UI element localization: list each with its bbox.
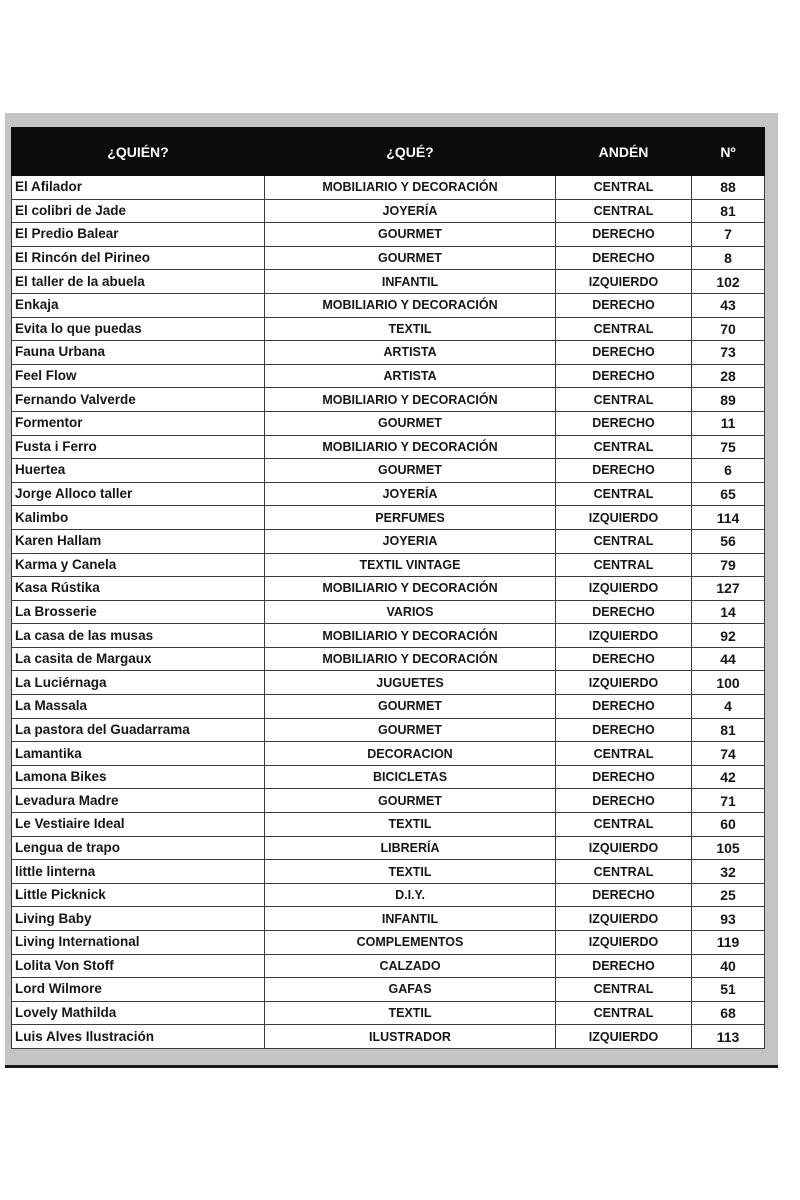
cell-number: 8 xyxy=(692,246,765,270)
table-row xyxy=(12,742,765,766)
cell-number: 114 xyxy=(692,506,765,530)
header-who: ¿QUIÉN? xyxy=(12,128,265,176)
cell-who: El Afilador xyxy=(12,176,265,200)
table-row xyxy=(12,695,765,719)
table-row xyxy=(12,459,765,483)
table-row xyxy=(12,223,765,247)
cell-who: Levadura Madre xyxy=(12,789,265,813)
table-row xyxy=(12,435,765,459)
cell-what: INFANTIL xyxy=(265,907,556,931)
cell-platform: IZQUIERDO xyxy=(556,1025,692,1049)
table-row xyxy=(12,978,765,1002)
cell-who: El Predio Balear xyxy=(12,223,265,247)
cell-what: JUGUETES xyxy=(265,671,556,695)
cell-who: La Luciérnaga xyxy=(12,671,265,695)
cell-platform: DERECHO xyxy=(556,883,692,907)
table-frame xyxy=(5,113,778,1068)
cell-number: 43 xyxy=(692,293,765,317)
cell-what: DECORACION xyxy=(265,742,556,766)
cell-number: 68 xyxy=(692,1001,765,1025)
cell-platform: CENTRAL xyxy=(556,176,692,200)
cell-platform: IZQUIERDO xyxy=(556,577,692,601)
table-row xyxy=(12,813,765,837)
cell-platform: CENTRAL xyxy=(556,742,692,766)
cell-what: GOURMET xyxy=(265,411,556,435)
cell-number: 14 xyxy=(692,600,765,624)
table-row xyxy=(12,411,765,435)
header-what: ¿QUÉ? xyxy=(265,128,556,176)
cell-number: 73 xyxy=(692,341,765,365)
table-row xyxy=(12,600,765,624)
cell-number: 79 xyxy=(692,553,765,577)
cell-who: Evita lo que puedas xyxy=(12,317,265,341)
header-platform: ANDÉN xyxy=(556,128,692,176)
cell-platform: CENTRAL xyxy=(556,435,692,459)
cell-what: GOURMET xyxy=(265,223,556,247)
table-row xyxy=(12,860,765,884)
cell-what: MOBILIARIO Y DECORACIÓN xyxy=(265,388,556,412)
cell-what: COMPLEMENTOS xyxy=(265,931,556,955)
cell-what: JOYERÍA xyxy=(265,482,556,506)
table-row xyxy=(12,954,765,978)
cell-number: 92 xyxy=(692,624,765,648)
cell-number: 6 xyxy=(692,459,765,483)
table-row xyxy=(12,482,765,506)
cell-platform: DERECHO xyxy=(556,459,692,483)
cell-number: 75 xyxy=(692,435,765,459)
cell-who: La casita de Margaux xyxy=(12,647,265,671)
cell-who: Karen Hallam xyxy=(12,529,265,553)
cell-who: Lamantika xyxy=(12,742,265,766)
cell-number: 88 xyxy=(692,176,765,200)
cell-who: Karma y Canela xyxy=(12,553,265,577)
table-row xyxy=(12,647,765,671)
table-row xyxy=(12,836,765,860)
vendor-table xyxy=(11,127,765,1049)
cell-platform: IZQUIERDO xyxy=(556,270,692,294)
table-row xyxy=(12,577,765,601)
cell-what: TEXTIL xyxy=(265,317,556,341)
cell-who: Feel Flow xyxy=(12,364,265,388)
table-row xyxy=(12,388,765,412)
cell-who: Kasa Rústika xyxy=(12,577,265,601)
cell-platform: DERECHO xyxy=(556,718,692,742)
cell-platform: CENTRAL xyxy=(556,529,692,553)
cell-platform: DERECHO xyxy=(556,789,692,813)
cell-number: 32 xyxy=(692,860,765,884)
cell-number: 40 xyxy=(692,954,765,978)
cell-platform: CENTRAL xyxy=(556,1001,692,1025)
cell-number: 56 xyxy=(692,529,765,553)
cell-number: 44 xyxy=(692,647,765,671)
table-header xyxy=(12,128,765,176)
cell-what: MOBILIARIO Y DECORACIÓN xyxy=(265,176,556,200)
cell-who: Formentor xyxy=(12,411,265,435)
cell-number: 51 xyxy=(692,978,765,1002)
cell-who: El colibri de Jade xyxy=(12,199,265,223)
cell-who: Little Picknick xyxy=(12,883,265,907)
table-row xyxy=(12,246,765,270)
cell-what: JOYERÍA xyxy=(265,199,556,223)
cell-platform: IZQUIERDO xyxy=(556,836,692,860)
cell-what: ILUSTRADOR xyxy=(265,1025,556,1049)
cell-number: 7 xyxy=(692,223,765,247)
cell-platform: IZQUIERDO xyxy=(556,907,692,931)
cell-number: 74 xyxy=(692,742,765,766)
cell-what: CALZADO xyxy=(265,954,556,978)
cell-what: VARIOS xyxy=(265,600,556,624)
cell-platform: CENTRAL xyxy=(556,317,692,341)
cell-platform: CENTRAL xyxy=(556,388,692,412)
cell-platform: IZQUIERDO xyxy=(556,671,692,695)
table-row xyxy=(12,553,765,577)
cell-number: 119 xyxy=(692,931,765,955)
cell-who: Lord Wilmore xyxy=(12,978,265,1002)
cell-platform: DERECHO xyxy=(556,411,692,435)
cell-who: Enkaja xyxy=(12,293,265,317)
cell-what: TEXTIL xyxy=(265,1001,556,1025)
table-row xyxy=(12,317,765,341)
cell-what: GOURMET xyxy=(265,459,556,483)
header-row xyxy=(12,128,765,176)
cell-platform: CENTRAL xyxy=(556,813,692,837)
cell-number: 81 xyxy=(692,199,765,223)
cell-who: El taller de la abuela xyxy=(12,270,265,294)
table-body xyxy=(12,176,765,1049)
cell-what: BICICLETAS xyxy=(265,765,556,789)
cell-platform: DERECHO xyxy=(556,364,692,388)
table-row xyxy=(12,1001,765,1025)
cell-number: 42 xyxy=(692,765,765,789)
cell-what: MOBILIARIO Y DECORACIÓN xyxy=(265,577,556,601)
cell-who: Lolita Von Stoff xyxy=(12,954,265,978)
cell-number: 71 xyxy=(692,789,765,813)
cell-platform: DERECHO xyxy=(556,647,692,671)
cell-what: GOURMET xyxy=(265,246,556,270)
cell-who: Fernando Valverde xyxy=(12,388,265,412)
cell-number: 70 xyxy=(692,317,765,341)
cell-platform: CENTRAL xyxy=(556,199,692,223)
cell-what: INFANTIL xyxy=(265,270,556,294)
cell-who: La Massala xyxy=(12,695,265,719)
cell-who: Lamona Bikes xyxy=(12,765,265,789)
cell-who: Living Baby xyxy=(12,907,265,931)
cell-number: 102 xyxy=(692,270,765,294)
cell-who: little linterna xyxy=(12,860,265,884)
table-row xyxy=(12,364,765,388)
cell-platform: DERECHO xyxy=(556,600,692,624)
cell-who: Fusta i Ferro xyxy=(12,435,265,459)
cell-number: 89 xyxy=(692,388,765,412)
cell-platform: DERECHO xyxy=(556,765,692,789)
cell-who: Lovely Mathilda xyxy=(12,1001,265,1025)
table-row xyxy=(12,341,765,365)
cell-number: 100 xyxy=(692,671,765,695)
table-row xyxy=(12,506,765,530)
cell-what: TEXTIL xyxy=(265,813,556,837)
cell-who: Jorge Alloco taller xyxy=(12,482,265,506)
table-row xyxy=(12,270,765,294)
table-row xyxy=(12,1025,765,1049)
cell-platform: CENTRAL xyxy=(556,860,692,884)
cell-what: TEXTIL xyxy=(265,860,556,884)
cell-what: GOURMET xyxy=(265,718,556,742)
table-row xyxy=(12,883,765,907)
table-row xyxy=(12,789,765,813)
cell-platform: DERECHO xyxy=(556,293,692,317)
cell-platform: IZQUIERDO xyxy=(556,931,692,955)
cell-what: GOURMET xyxy=(265,789,556,813)
cell-number: 113 xyxy=(692,1025,765,1049)
cell-who: La casa de las musas xyxy=(12,624,265,648)
cell-what: MOBILIARIO Y DECORACIÓN xyxy=(265,435,556,459)
cell-platform: CENTRAL xyxy=(556,553,692,577)
table-row xyxy=(12,671,765,695)
table-row xyxy=(12,624,765,648)
cell-who: Living International xyxy=(12,931,265,955)
cell-number: 127 xyxy=(692,577,765,601)
cell-number: 65 xyxy=(692,482,765,506)
cell-what: D.I.Y. xyxy=(265,883,556,907)
cell-who: Kalimbo xyxy=(12,506,265,530)
cell-number: 60 xyxy=(692,813,765,837)
cell-what: ARTISTA xyxy=(265,364,556,388)
table-row xyxy=(12,176,765,200)
cell-platform: CENTRAL xyxy=(556,482,692,506)
cell-what: MOBILIARIO Y DECORACIÓN xyxy=(265,293,556,317)
cell-who: Huertea xyxy=(12,459,265,483)
table-row xyxy=(12,199,765,223)
cell-what: MOBILIARIO Y DECORACIÓN xyxy=(265,624,556,648)
cell-platform: DERECHO xyxy=(556,954,692,978)
cell-platform: IZQUIERDO xyxy=(556,506,692,530)
cell-what: ARTISTA xyxy=(265,341,556,365)
cell-who: La Brosserie xyxy=(12,600,265,624)
table-row xyxy=(12,529,765,553)
cell-number: 25 xyxy=(692,883,765,907)
table-row xyxy=(12,293,765,317)
cell-what: GOURMET xyxy=(265,695,556,719)
cell-what: LIBRERÍA xyxy=(265,836,556,860)
cell-what: JOYERIA xyxy=(265,529,556,553)
cell-what: MOBILIARIO Y DECORACIÓN xyxy=(265,647,556,671)
table-row xyxy=(12,718,765,742)
cell-platform: DERECHO xyxy=(556,246,692,270)
cell-what: TEXTIL VINTAGE xyxy=(265,553,556,577)
cell-who: Luis Alves Ilustración xyxy=(12,1025,265,1049)
cell-who: El Rincón del Pirineo xyxy=(12,246,265,270)
cell-what: PERFUMES xyxy=(265,506,556,530)
cell-who: Lengua de trapo xyxy=(12,836,265,860)
cell-platform: DERECHO xyxy=(556,695,692,719)
cell-number: 11 xyxy=(692,411,765,435)
cell-platform: CENTRAL xyxy=(556,978,692,1002)
cell-number: 105 xyxy=(692,836,765,860)
cell-who: La pastora del Guadarrama xyxy=(12,718,265,742)
cell-number: 81 xyxy=(692,718,765,742)
header-number: Nº xyxy=(692,128,765,176)
cell-number: 4 xyxy=(692,695,765,719)
cell-number: 93 xyxy=(692,907,765,931)
cell-platform: DERECHO xyxy=(556,341,692,365)
cell-platform: IZQUIERDO xyxy=(556,624,692,648)
cell-who: Fauna Urbana xyxy=(12,341,265,365)
cell-what: GAFAS xyxy=(265,978,556,1002)
cell-who: Le Vestiaire Ideal xyxy=(12,813,265,837)
table-row xyxy=(12,765,765,789)
table-row xyxy=(12,931,765,955)
cell-number: 28 xyxy=(692,364,765,388)
cell-platform: DERECHO xyxy=(556,223,692,247)
table-row xyxy=(12,907,765,931)
